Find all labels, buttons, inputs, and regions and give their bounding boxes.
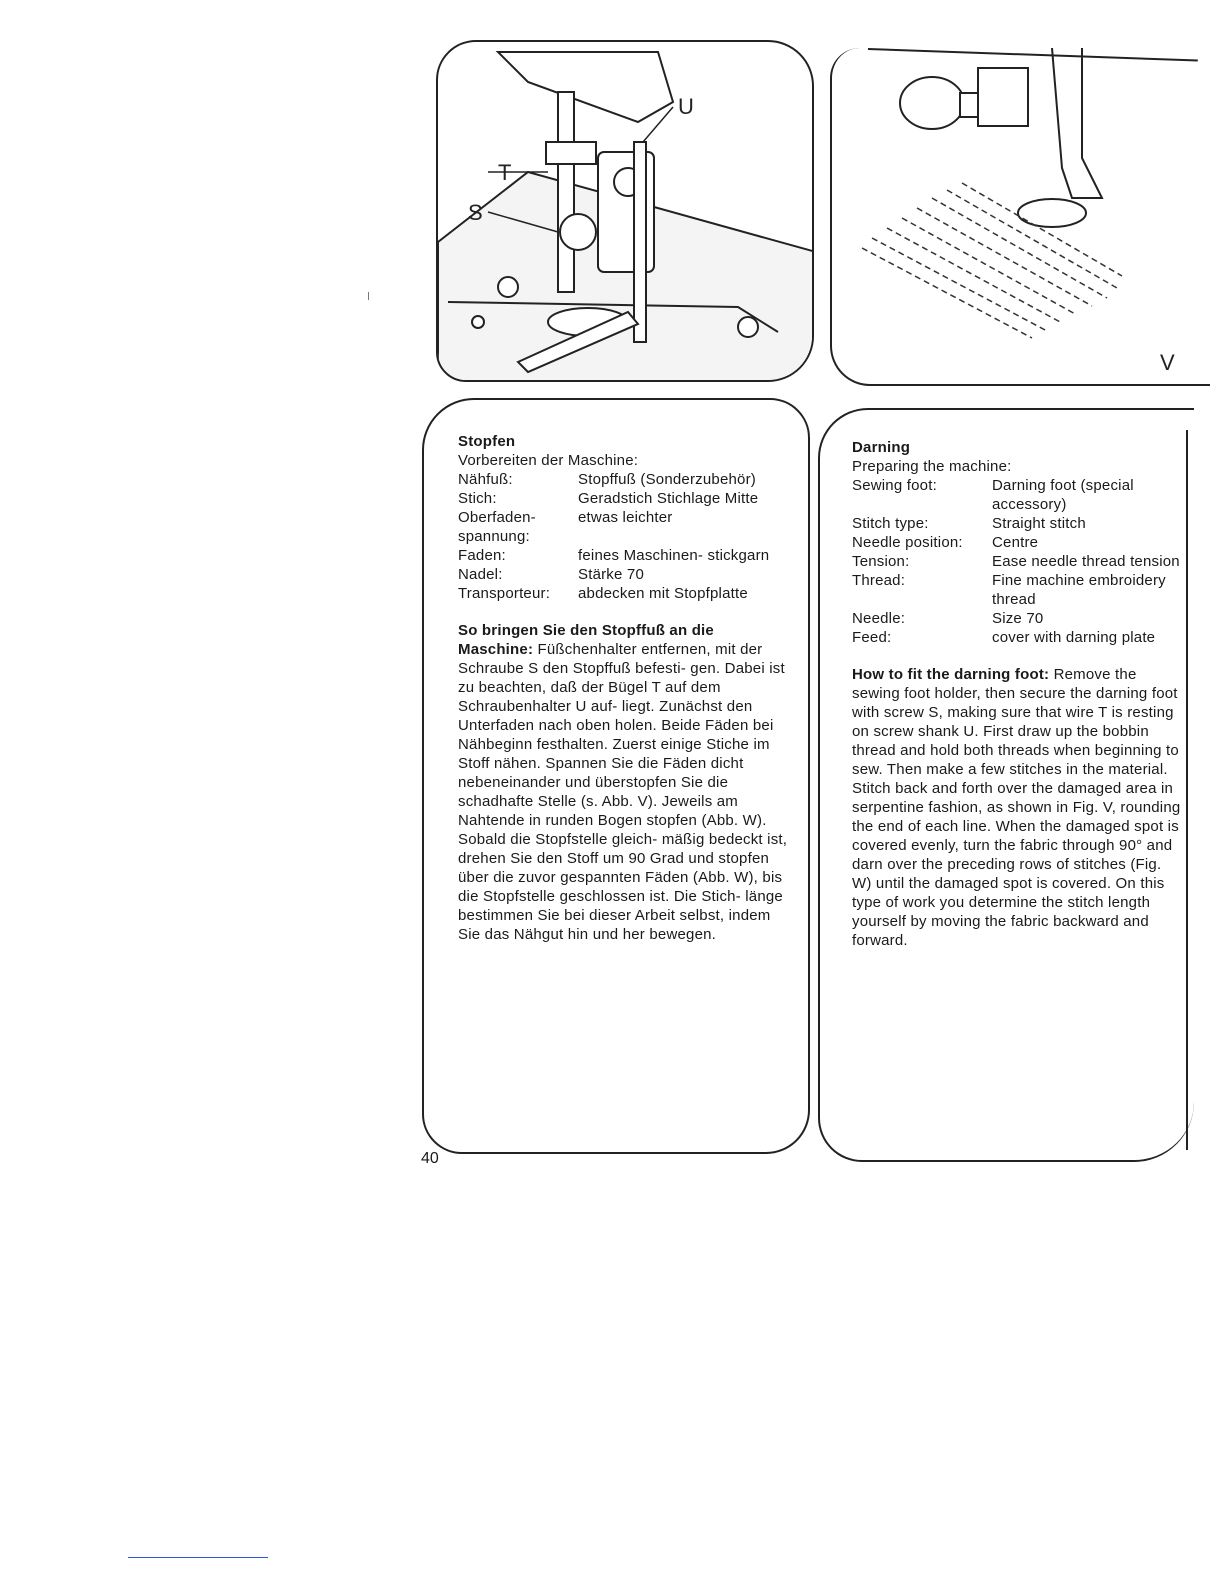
spec-key: Sewing foot: [852, 477, 937, 494]
sewing-machine-illustration [438, 42, 814, 382]
spec-value: Geradstich Stichlage Mitte [578, 490, 759, 507]
spec-key: Needle: [852, 610, 906, 627]
english-instructions-panel [818, 408, 1194, 1162]
darning-illustration [832, 48, 1210, 386]
spec-value: Stopffuß (Sonderzubehör) [578, 471, 756, 488]
spec-key: Nadel: [458, 566, 503, 583]
english-heading: Darning [852, 439, 911, 456]
spec-row [852, 514, 1182, 533]
spec-key: Feed: [852, 629, 892, 646]
german-intro: Vorbereiten der Maschine: [458, 452, 639, 469]
spec-row [852, 571, 1182, 609]
spec-row [458, 470, 769, 489]
german-heading: Stopfen [458, 433, 516, 450]
page-number: 40 [421, 1150, 439, 1167]
spec-key: Nähfuß: [458, 471, 513, 488]
german-spec-table [458, 470, 769, 603]
german-para-title: So bringen Sie den Stopffuß an die Maschine: [458, 622, 714, 658]
spec-key: Tension: [852, 553, 910, 570]
english-paragraph [852, 665, 1182, 950]
spec-key: Thread: [852, 572, 906, 589]
label-s: S [468, 200, 483, 225]
spec-value: Size 70 [992, 610, 1044, 627]
german-paragraph [458, 621, 788, 944]
english-spec-table [852, 476, 1182, 647]
spec-key: Stitch type: [852, 515, 929, 532]
spec-value: abdecken mit Stopfplatte [578, 585, 748, 602]
label-u: U [678, 94, 694, 119]
spec-key: Needle position: [852, 534, 963, 551]
german-para-body: Füßchenhalter entfernen, mit der Schraube S den Stopffuß befesti- gen. Dabei ist zu beachten, daß der Bügel T auf dem Schraubenhalter U auf- liegt. Zunächst den Unterfaden nach oben holen. Beide Fäden bei Nähbeginn festhalten. Zuerst einige Stiche im Stoff nähen. Spannen Sie die Fäden dicht nebeneinander und überstopfen Sie die schadhafte Stelle (s. Abb. V). Jeweils am Nahtende in runden Bogen stopfen (Abb. W). Sobald die Stopfstelle gleich- mäßig bedeckt ist, drehen Sie den Stoff um 90 Grad und stopfen über die zuvor gespannten Fäden (Abb. W), bis die Stopfstelle geschlossen ist. Die Stich- länge bestimmen Sie bei dieser Arbeit selbst, indem Sie das Nähgut hin und her bewegen. [458, 641, 788, 943]
spec-row [458, 584, 769, 603]
label-v: V [1160, 350, 1175, 375]
scan-mark [368, 292, 369, 300]
english-para-title: How to fit the darning foot: [852, 666, 1050, 683]
footer-rule [128, 1557, 268, 1558]
label-t: T [498, 160, 512, 185]
spec-value: Straight stitch [992, 515, 1086, 532]
spec-value: etwas leichter [578, 509, 673, 526]
spec-value: Ease needle thread tension [992, 553, 1180, 570]
spec-row [852, 552, 1182, 571]
figure-darning-stitches [830, 48, 1210, 386]
spec-value: cover with darning plate [992, 629, 1156, 646]
spec-value: Fine machine embroidery thread [992, 572, 1166, 608]
spec-value: feines Maschinen- stickgarn [578, 547, 770, 564]
german-instructions-panel [422, 398, 810, 1154]
spec-value: Centre [992, 534, 1039, 551]
english-para-body: Remove the sewing foot holder, then secure the darning foot with screw S, making sure that wire T is resting on screw shank U. First draw up the bobbin thread and hold both threads when beginning to sew. Then make a few stitches in the material. Stitch back and forth over the damaged area in serpentine fashion, as shown in Fig. V, rounding the end of each line. When the damaged spot is covered evenly, turn the fabric through 90° and darn over the preceding rows of stitches (Fig. W) until the damaged spot is covered. On this type of work you determine the stitch length yourself by moving the fabric backward and forward. [852, 666, 1181, 949]
spec-row [458, 546, 769, 565]
spec-row [852, 628, 1182, 647]
spec-value: Darning foot (special accessory) [992, 477, 1134, 513]
spec-row [458, 565, 769, 584]
spec-row [852, 533, 1182, 552]
spec-row [458, 489, 769, 508]
spec-row [458, 508, 769, 546]
figure-sewing-machine-foot [436, 40, 814, 382]
spec-key: Stich: [458, 490, 497, 507]
panel-border-edge [1186, 430, 1188, 1150]
spec-key: Transporteur: [458, 585, 551, 602]
spec-key: Oberfaden- spannung: [458, 509, 536, 545]
spec-value: Stärke 70 [578, 566, 645, 583]
spec-row [852, 476, 1182, 514]
spec-row [852, 609, 1182, 628]
english-intro: Preparing the machine: [852, 458, 1012, 475]
spec-key: Faden: [458, 547, 506, 564]
